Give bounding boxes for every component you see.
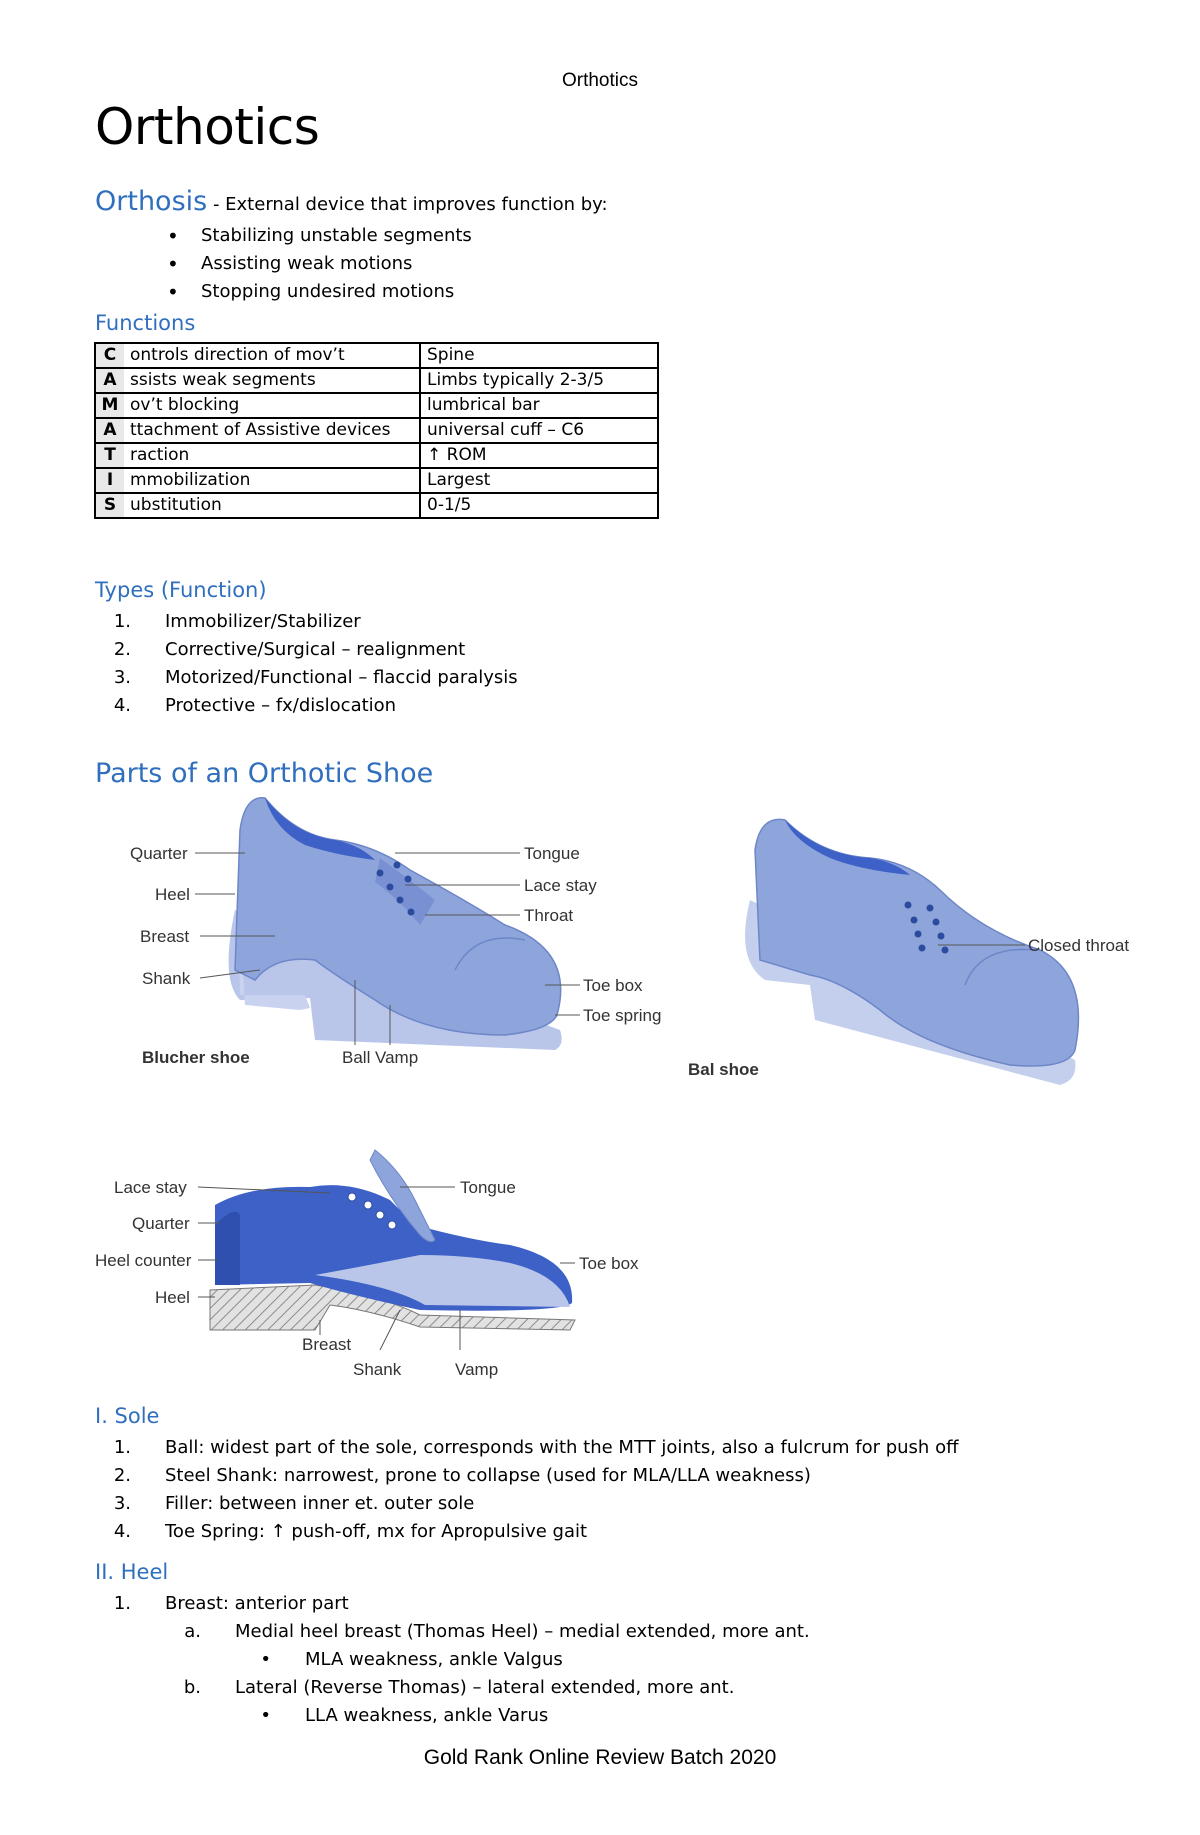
function-name: raction: [124, 443, 420, 468]
list-item: • Stopping undesired motions: [163, 278, 472, 306]
heel-heading: II. Heel: [95, 1560, 169, 1584]
parts-heading: Parts of an Orthotic Shoe: [95, 758, 434, 789]
functions-table: [94, 342, 659, 519]
sole-list: [95, 1434, 958, 1546]
function-example: 0-1/5: [420, 493, 658, 518]
table-row: [95, 468, 658, 493]
bal-shoe-illustration: [680, 810, 1140, 1100]
table-row: [95, 368, 658, 393]
function-letter: C: [95, 343, 124, 368]
blucher-shoe-illustration: [125, 790, 715, 1100]
cross-section-shoe-illustration: [90, 1145, 650, 1385]
sole-heading: I. Sole: [95, 1404, 160, 1428]
label-throat: Throat: [524, 906, 574, 925]
list-item: b. Lateral (Reverse Thomas) – lateral extended, more ant.: [183, 1677, 735, 1698]
list-item: a. Medial heel breast (Thomas Heel) – medial extended, more ant.: [184, 1621, 810, 1642]
caption-blucher-shoe: Blucher shoe: [142, 1048, 250, 1067]
list-item: 1. Ball: widest part of the sole, corresponds with the MTT joints, also a fulcrum for push off: [113, 1437, 959, 1458]
orthosis-heading-line: [95, 186, 608, 217]
label-shank: Shank: [142, 969, 191, 988]
function-name: ov’t blocking: [124, 393, 420, 418]
table-row: [95, 393, 658, 418]
function-name: ttachment of Assistive devices: [124, 418, 420, 443]
function-name: ontrols direction of mov’t: [124, 343, 420, 368]
function-example: universal cuff – C6: [420, 418, 658, 443]
label-breast: Breast: [140, 927, 190, 946]
table-row: [95, 493, 658, 518]
function-name: ubstitution: [124, 493, 420, 518]
list-item: 3. Filler: between inner et. outer sole: [113, 1493, 475, 1514]
function-letter: A: [95, 418, 124, 443]
table-row: [95, 418, 658, 443]
table-row: [95, 343, 658, 368]
list-item: • LLA weakness, ankle Varus: [260, 1705, 549, 1726]
function-letter: I: [95, 468, 124, 493]
label-quarter: Quarter: [132, 1214, 190, 1233]
types-heading: Types (Function): [95, 578, 267, 602]
types-list: [95, 608, 518, 720]
list-item: 3. Motorized/Functional – flaccid paralysis: [113, 667, 518, 688]
function-letter: T: [95, 443, 124, 468]
page-footer: Gold Rank Online Review Batch 2020: [423, 1746, 777, 1769]
label-vamp: Vamp: [455, 1360, 499, 1379]
page-header: Orthotics: [561, 70, 639, 91]
function-name: ssists weak segments: [124, 368, 420, 393]
list-item: • Assisting weak motions: [163, 250, 472, 278]
functions-heading: Functions: [95, 311, 196, 335]
function-letter: S: [95, 493, 124, 518]
label-heel: Heel: [155, 885, 190, 904]
label-tongue: Tongue: [524, 844, 580, 863]
label-ball: Ball: [342, 1048, 371, 1067]
label-toe-box: Toe box: [579, 1254, 639, 1273]
function-name: mmobilization: [124, 468, 420, 493]
function-example: ↑ ROM: [420, 443, 658, 468]
function-letter: A: [95, 368, 124, 393]
label-tongue: Tongue: [460, 1178, 516, 1197]
function-example: Largest: [420, 468, 658, 493]
list-item: 4. Protective – fx/dislocation: [113, 695, 397, 716]
label-heel: Heel: [155, 1288, 190, 1307]
label-lace-stay: Lace stay: [114, 1178, 187, 1197]
list-item: 2. Steel Shank: narrowest, prone to collapse (used for MLA/LLA weakness): [113, 1465, 811, 1486]
label-shank: Shank: [353, 1360, 402, 1379]
function-example: Limbs typically 2-3/5: [420, 368, 658, 393]
label-breast: Breast: [302, 1335, 352, 1354]
list-item: 1. Breast: anterior part: [113, 1593, 349, 1614]
caption-bal-shoe: Bal shoe: [688, 1060, 759, 1079]
orthosis-bullets: [163, 222, 472, 306]
list-item: 4. Toe Spring: ↑ push-off, mx for Apropulsive gait: [113, 1521, 588, 1542]
page-title: Orthotics: [95, 98, 320, 156]
orthosis-heading: Orthosis: [95, 186, 208, 217]
function-letter: M: [95, 393, 124, 418]
label-heel-counter: Heel counter: [95, 1251, 192, 1270]
table-row: [95, 443, 658, 468]
label-quarter: Quarter: [130, 844, 188, 863]
function-example: lumbrical bar: [420, 393, 658, 418]
heel-list: [95, 1590, 810, 1730]
label-toe-spring: Toe spring: [583, 1006, 662, 1025]
label-closed-throat: Closed throat: [1028, 936, 1130, 955]
label-toe-box: Toe box: [583, 976, 643, 995]
list-item: • Stabilizing unstable segments: [163, 222, 472, 250]
list-item: • MLA weakness, ankle Valgus: [260, 1649, 563, 1670]
list-item: 1. Immobilizer/Stabilizer: [113, 611, 361, 632]
label-vamp: Vamp: [375, 1048, 419, 1067]
list-item: 2. Corrective/Surgical – realignment: [113, 639, 466, 660]
function-example: Spine: [420, 343, 658, 368]
orthosis-definition: - External device that improves function by:: [207, 194, 608, 215]
label-lace-stay: Lace stay: [524, 876, 597, 895]
